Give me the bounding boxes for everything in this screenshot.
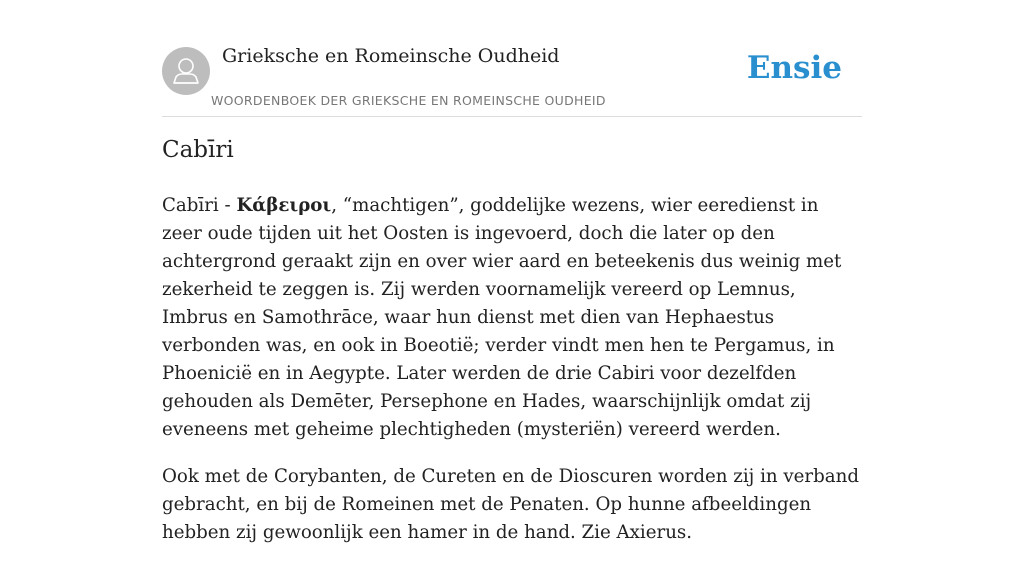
source-subtitle-link[interactable]: WOORDENBOEK DER GRIEKSCHE EN ROMEINSCHE OUDHEID [211, 93, 606, 108]
user-placeholder-icon[interactable] [162, 47, 210, 95]
entry-paragraph [162, 192, 862, 444]
entry-paragraph [162, 463, 862, 547]
source-header [162, 0, 862, 117]
paragraph-text: Ook met de Corybanten, de Cureten en de Dioscuren worden zij in verband gebracht, en bij de Romeinen met de Penaten. Op hunne afbeeldingen hebben zij gewoonlijk een hamer in de hand. Zie Axierus. [162, 466, 859, 543]
entry-term: Cabīri [162, 195, 219, 216]
entry-content [162, 192, 862, 566]
paragraph-text: , “machtigen”, goddelijke wezens, wier eeredienst in zeer oude tijden uit het Oosten is ingevoerd, doch die later op den achtergrond geraakt zijn en over wier aard en beteekenis dus weinig met zekerheid te zeggen is. Zij werden voornamelijk vereerd op Lemnus, Imbrus en Samothrāce, waar hun dienst met dien van Hephaestus verbonden was, en ook in Boeotië; verder vindt men hen te Pergamus, in Phoenicië en in Aegypte. Later werden de drie Cabiri voor dezelfden gehouden als Demēter, Persephone en Hades, waarschijnlijk omdat zij eveneens met geheime plechtigheden (mysteriën) vereerd werden. [162, 195, 842, 440]
source-title-link[interactable]: Grieksche en Romeinsche Oudheid [222, 45, 560, 67]
ensie-logo[interactable]: Ensie [746, 50, 842, 86]
term-separator: - [218, 195, 237, 216]
greek-term: Κάβειροι [236, 195, 332, 216]
page [162, 0, 862, 543]
entry-title: Cabīri [162, 137, 234, 163]
